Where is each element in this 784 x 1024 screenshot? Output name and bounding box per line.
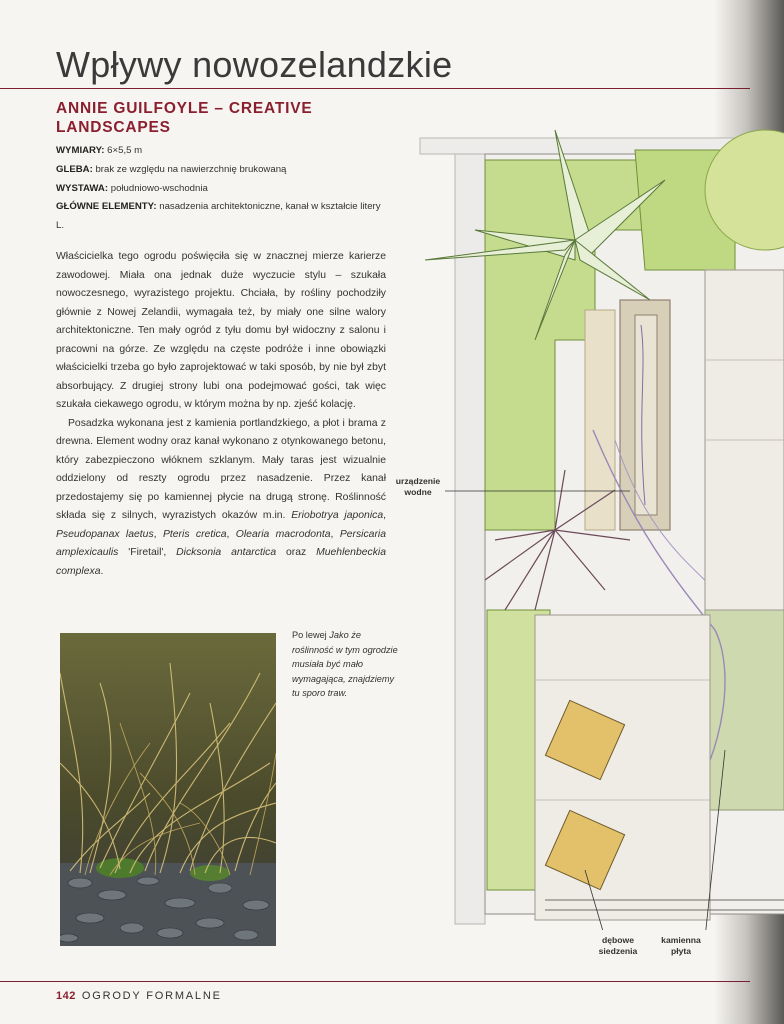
section-title: OGRODY FORMALNE — [81, 990, 222, 1002]
body-text — [56, 248, 386, 581]
page-title: Wpływy nowozelandzkie — [56, 44, 453, 85]
photo-caption: Po lewej Jako że roślinność w tym ogrodzie musiała być mało wymagająca, znajdziemy tu sporo traw. — [292, 630, 398, 699]
title-rule — [0, 88, 750, 89]
grass-photo-image — [60, 633, 276, 946]
garden-plan — [415, 110, 784, 930]
footer-rule — [0, 981, 750, 982]
label-oak-seats: dębowe siedzenia — [598, 935, 638, 956]
garden-title: ANNIE GUILFOYLE – CREATIVE LANDSCAPES — [56, 100, 313, 136]
grass-photo — [60, 633, 276, 946]
page-number: 142 — [56, 990, 76, 1002]
label-water-feature: urządzenie wodne — [395, 476, 441, 497]
garden-plan-drawing — [415, 110, 784, 930]
spec-main-elements: GŁÓWNE ELEMENTY: nasadzenia architektoniczne, kanał w kształcie litery L. — [56, 201, 381, 232]
spec-dimensions: WYMIARY: 6×5,5 m — [56, 145, 143, 156]
page-footer — [56, 990, 222, 1002]
garden-specs — [56, 142, 386, 236]
body-paragraph: Właścicielka tego ogrodu poświęciła się w znacznej mierze karierze zawodowej. Miała ona jednak duże wyczucie stylu – szukała nowoczesnego, wyrazistego projektu. Chciała, by rośliny pochodziły głównie z Nowej Zelandii, wymagała też, by miały one silne walory architektoniczne. Ten mały ogród z tyłu domu był widoczny z salonu i pracowni na górze. Ze względu na częste podróże i inne obowiązki właścicielki trzeba go było zaprojektować w taki sposób, by nie był zbyt absorbujący. Z drugiej strony lubi ona podejmować gości, tak więc szukała ciekawego ogrodu, w którym można by np. zjeść kolację. — [56, 251, 386, 410]
spec-soil: GLEBA: brak ze względu na nawierzchnię brukowaną — [56, 163, 287, 175]
spec-exposure: WYSTAWA: południowo-wschodnia — [56, 182, 208, 194]
label-stone-slab: kamienna płyta — [661, 935, 701, 956]
body-paragraph: Posadzka wykonana jest z kamienia portlandzkiego, a płot i brama z drewna. Element wodny oraz kanał wykonano z otynkowanego betonu, który zabezpieczono włóknem szklanym. Mały taras jest wizualnie oddzielony od reszty ogrodu przez nasadzenie. Przez kanał przedostajemy się po kamiennej płycie na drugą stronę. Roślinność składa się z silnych, wyrazistych okazów m.in. Eriobotrya japonica, Pseudopanax laetus, Pteris cretica, Olearia macrodonta, Persicaria amplexicaulis 'Firetail', Dicksonia antarctica oraz Muehlenbeckia complexa. — [56, 417, 387, 577]
